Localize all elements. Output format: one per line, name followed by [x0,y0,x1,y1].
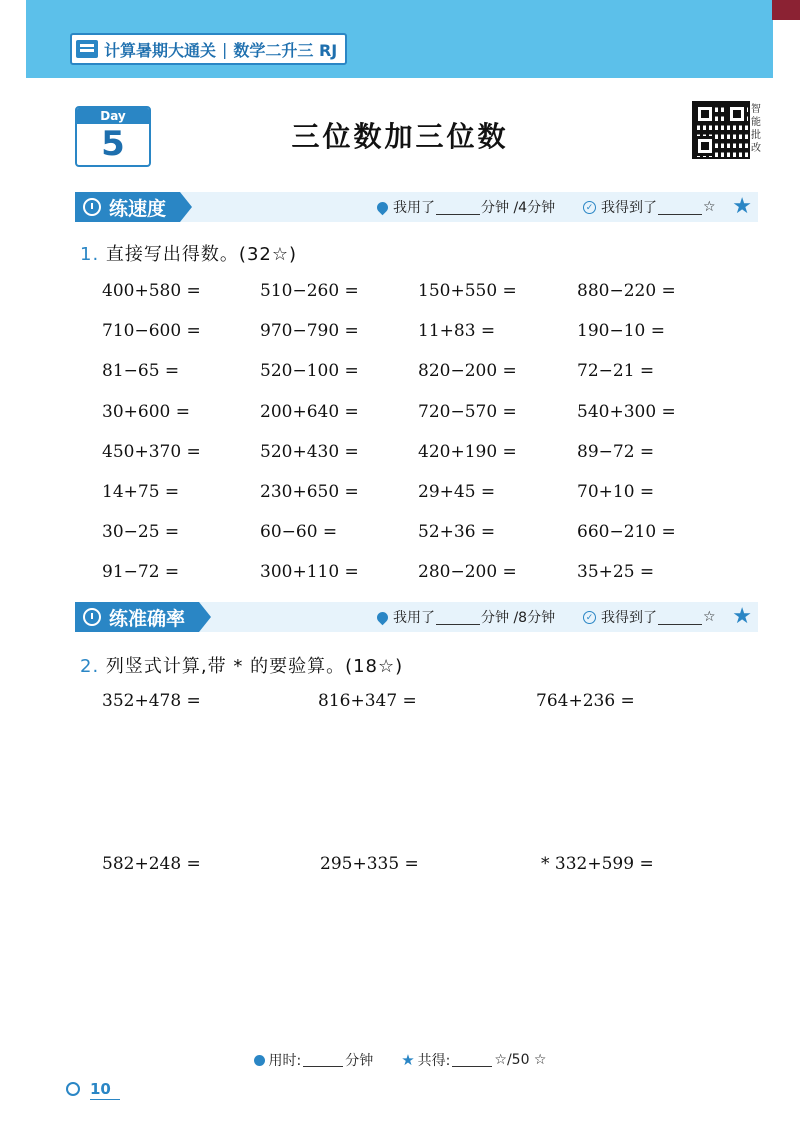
q1-expression: 510−260 = [260,281,359,301]
score-suffix: ☆ [703,609,716,625]
star-icon: ★ [732,194,752,219]
q1-expression: 820−200 = [418,361,517,382]
q1-expression: 150+550 = [418,281,517,301]
section-title: 练速度 [109,197,167,220]
timer-icon [375,609,391,625]
question-number: 2. [80,656,100,677]
q1-expression: 520−100 = [260,361,359,382]
star-icon: ★ [732,604,752,629]
q1-expression: 52+36 = [418,522,496,543]
footer [0,1050,800,1070]
q1-expression: 540+300 = [577,401,676,422]
footer-score-suffix: ☆/50 ☆ [494,1052,547,1068]
book-icon [76,40,98,58]
q1-expression: 30−25 = [102,522,180,543]
corner-decoration [772,0,800,20]
q1-expression: 880−220 = [577,281,676,301]
time-used [377,602,555,632]
day-label: Day [77,108,149,124]
footer-score-blank[interactable] [452,1053,492,1067]
q1-expression: 70+10 = [577,482,655,502]
footer-time-blank[interactable] [303,1053,343,1067]
page-title: 三位数加三位数 [291,120,509,153]
score-blank[interactable] [658,610,702,625]
question-text: 直接写出得数。(32☆) [105,244,298,265]
question-text: 列竖式计算,带 * 的要验算。(18☆) [105,656,404,677]
q1-expression: 35+25 = [577,562,655,583]
banner-subtitle: 数学二升三 RJ [233,40,338,60]
target-icon [83,608,101,626]
time-suffix: 分钟 /4分钟 [481,200,556,216]
q2-expression: * 332+599 = [541,854,654,874]
section-speed [75,192,758,222]
check-icon: ✓ [583,611,596,624]
footer-time-suffix: 分钟 [345,1053,374,1069]
qr-finder [695,104,715,124]
q2-expression: 816+347 = [318,691,417,711]
question-1-prompt [80,240,297,266]
score-blank[interactable] [658,200,702,215]
page-underline [90,1099,120,1100]
sun-icon [66,1082,80,1096]
q1-expression: 29+45 = [418,482,496,502]
qr-label: 智能批改 [751,104,761,154]
question-2-prompt [80,652,403,678]
q1-expression: 81−65 = [102,361,180,382]
day-number: 5 [101,124,125,164]
score-got [583,192,716,222]
section-tag [75,192,180,222]
q1-expression: 420+190 = [418,441,517,462]
q1-expression: 450+370 = [102,441,201,462]
q1-expression: 970−790 = [260,321,359,342]
q1-expression: 400+580 = [102,281,201,301]
q1-expression: 660−210 = [577,522,676,543]
question-number: 1. [80,244,100,265]
score-prefix: 我得到了 [601,200,657,216]
q1-expression: 720−570 = [418,401,517,422]
q1-expression: 280−200 = [418,562,517,583]
timer-icon [375,199,391,215]
time-blank[interactable] [436,200,480,215]
q1-expression: 190−10 = [577,321,665,342]
check-icon: ✓ [583,201,596,214]
qr-finder [727,104,747,124]
score-got [583,602,716,632]
section-tag [75,602,199,632]
banner-tab [70,33,347,65]
banner-separator: | [222,39,228,59]
score-prefix: 我得到了 [601,610,657,626]
page-number-block [66,1080,111,1098]
q1-expression: 72−21 = [577,361,655,382]
q1-expression: 710−600 = [102,321,201,342]
stopwatch-icon [83,198,101,216]
q1-expression: 300+110 = [260,562,359,583]
q1-expression: 200+640 = [260,401,359,422]
section-title: 练准确率 [109,607,186,630]
q1-expression: 14+75 = [102,482,180,502]
qr-finder [695,136,715,156]
q1-expression: 230+650 = [260,482,359,502]
banner-title: 计算暑期大通关 [104,40,217,60]
time-suffix: 分钟 /8分钟 [481,610,556,626]
q2-expression: 352+478 = [102,691,201,711]
q1-expression: 30+600 = [102,401,190,422]
q1-expression: 91−72 = [102,562,180,583]
time-prefix: 我用了 [393,200,435,216]
page-number: 10 [90,1080,111,1098]
time-prefix: 我用了 [393,610,435,626]
star-icon: ★ [401,1051,415,1069]
footer-time-prefix: 用时: [268,1053,302,1069]
time-used [377,192,555,222]
section-accuracy [75,602,758,632]
q1-expression: 60−60 = [260,522,338,543]
q2-expression: 295+335 = [320,854,419,874]
footer-score-prefix: 共得: [417,1053,451,1069]
q2-expression: 764+236 = [536,691,635,711]
q2-expression: 582+248 = [102,854,201,874]
q1-expression: 11+83 = [418,321,496,342]
time-blank[interactable] [436,610,480,625]
qr-code-icon[interactable] [692,101,750,159]
score-suffix: ☆ [703,199,716,215]
q1-expression: 520+430 = [260,441,359,462]
q1-expression: 89−72 = [577,441,655,462]
clock-icon [254,1055,265,1066]
